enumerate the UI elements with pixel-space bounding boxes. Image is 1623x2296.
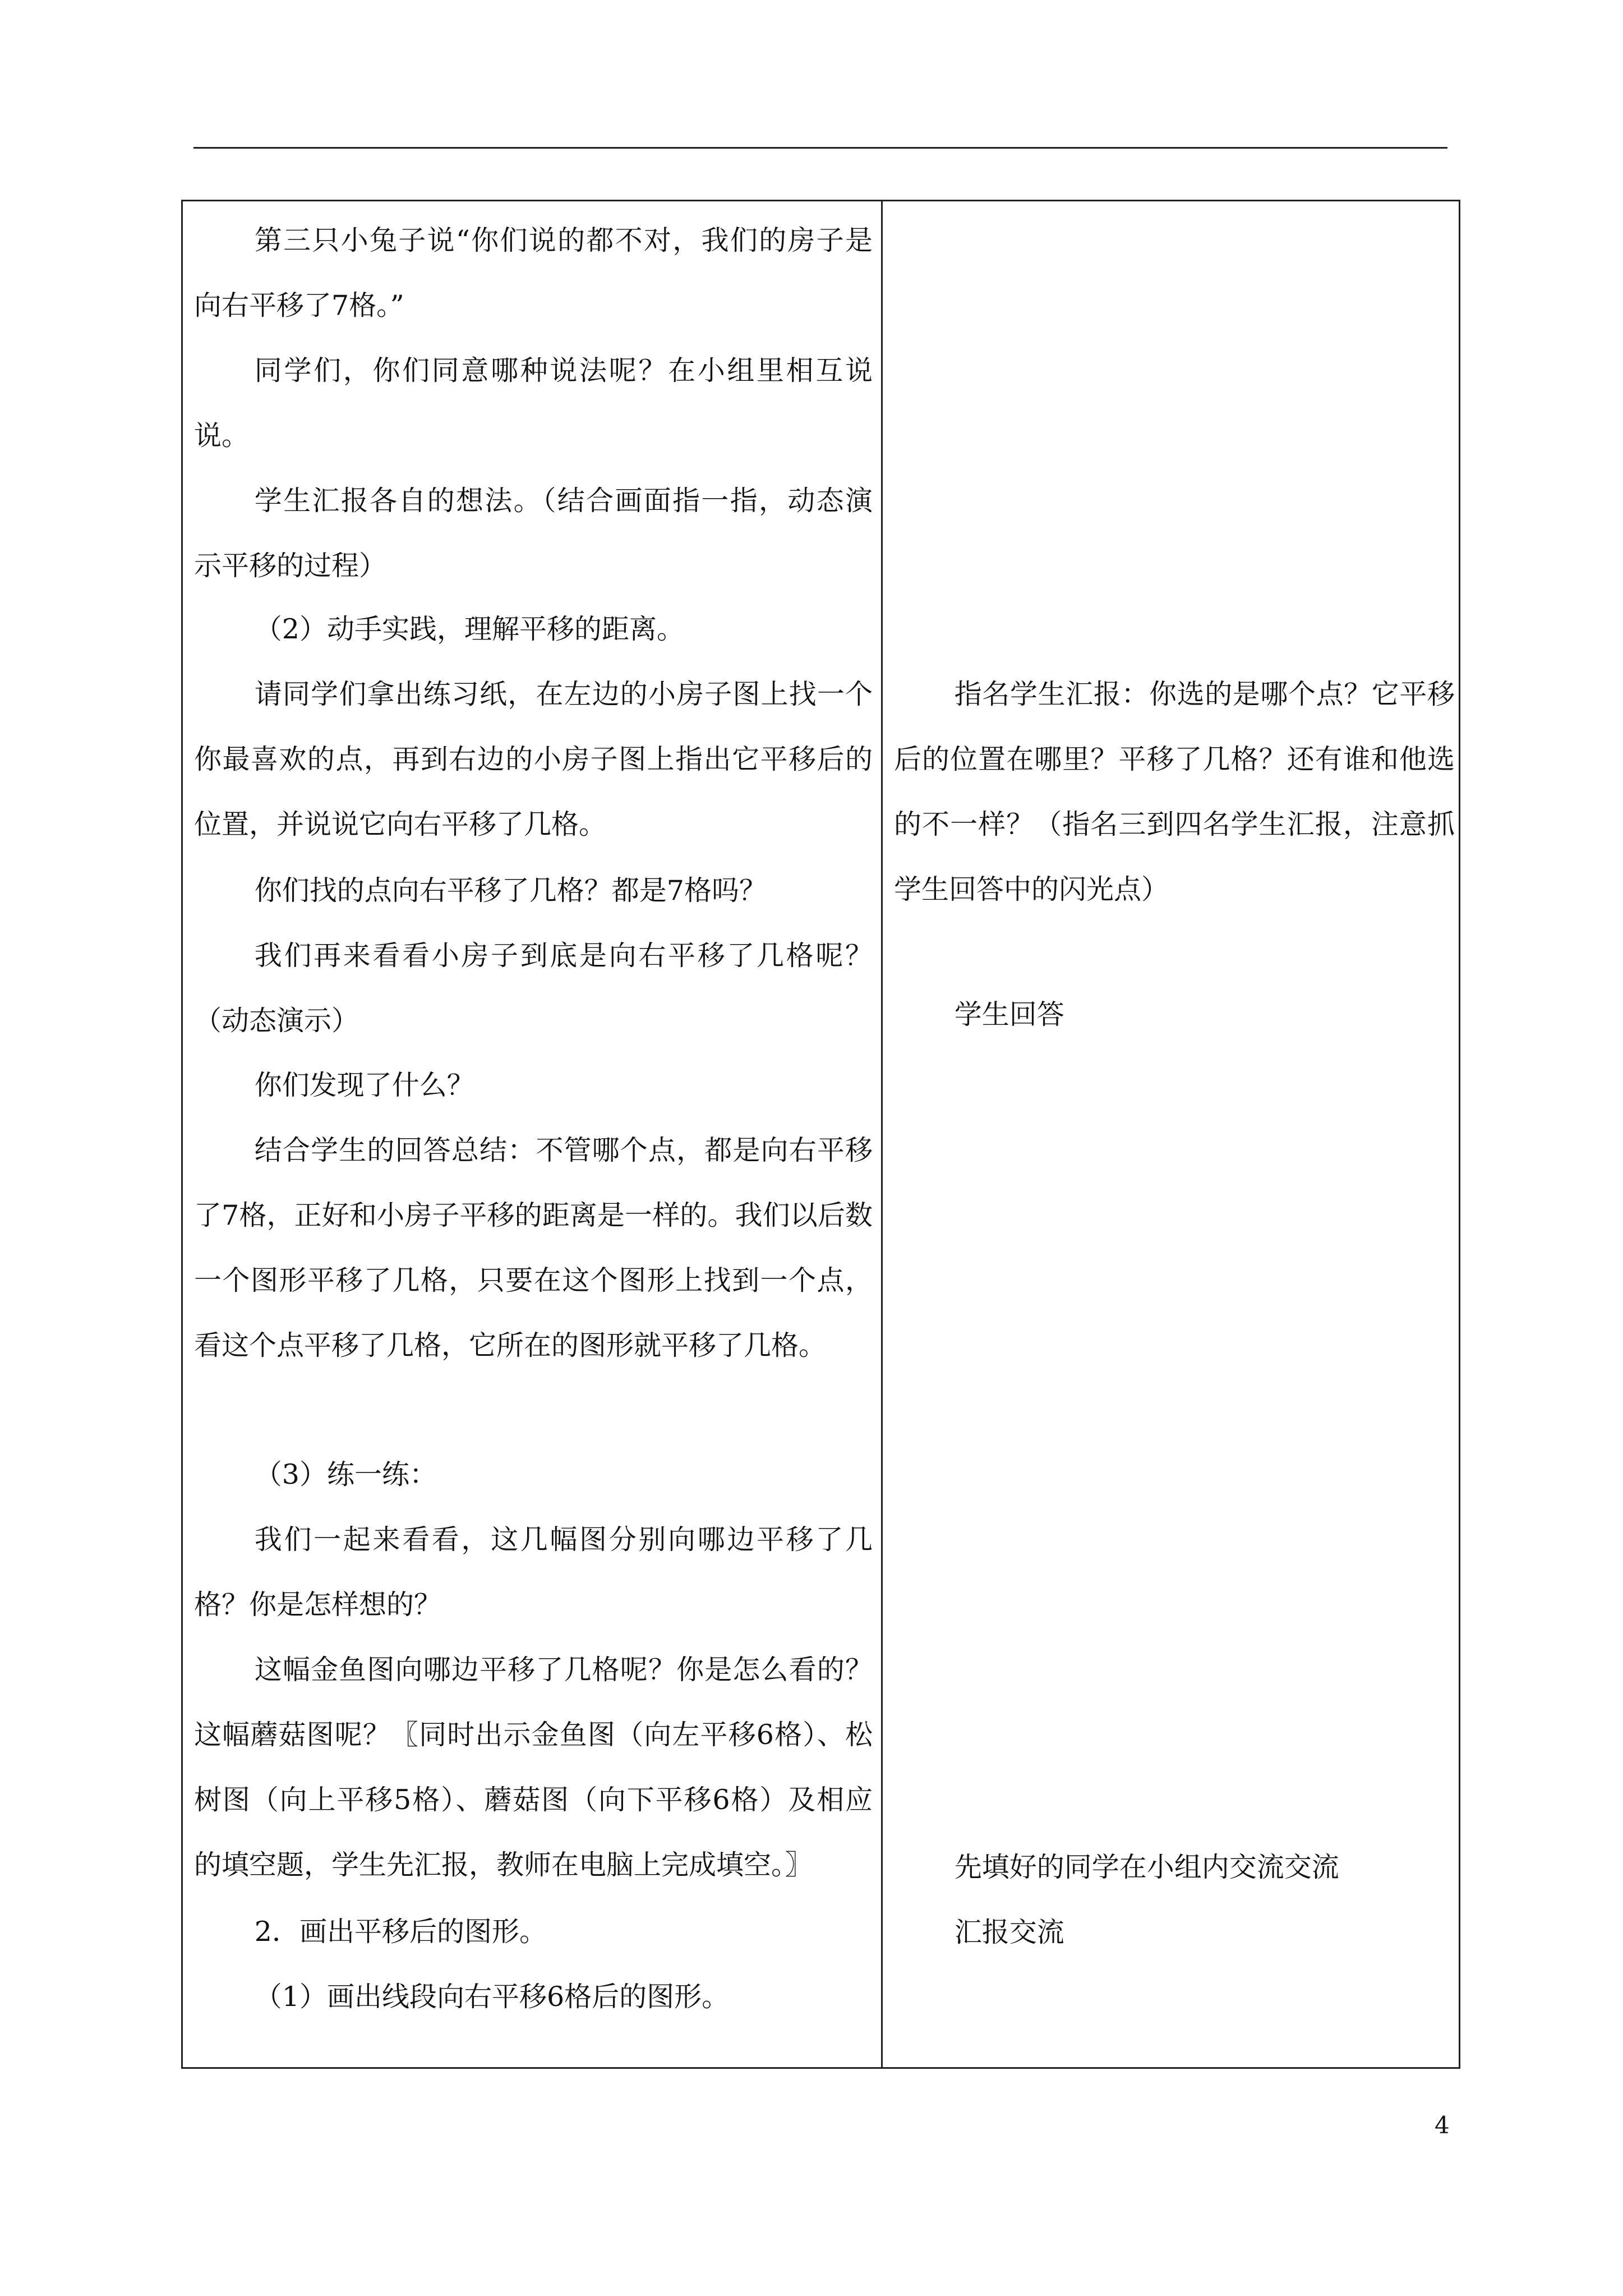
left-paragraph-12: 这幅金鱼图向哪边平移了几格呢？你是怎么看的？这幅蘑菇图呢？〖同时出示金鱼图（向左平移6格）、松树图（向上平移5格）、蘑菇图（向下平移6格）及相应的填空题，学生先汇报，教师在电脑上完成填空。〗	[194, 1654, 873, 1881]
left-paragraph-7: 我们再来看看小房子到底是向右平移了几格呢？（动态演示）	[194, 940, 873, 1037]
left-paragraph-9: 结合学生的回答总结：不管哪个点，都是向右平移了7格，正好和小房子平移的距离是一样的。我们以后数一个图形平移了几格，只要在这个图形上找到一个点，看这个点平移了几格，它所在的图形就平移了几格。	[194, 1134, 873, 1361]
teaching-process-column	[194, 201, 873, 2067]
right-paragraph-3: 先填好的同学在小组内交流交流	[954, 1851, 1339, 1883]
left-paragraph-2: 同学们，你们同意哪种说法呢？在小组里相互说说。	[194, 355, 873, 452]
page-number: 4	[1435, 2111, 1450, 2139]
left-paragraph-5: 请同学们拿出练习纸，在左边的小房子图上找一个你最喜欢的点，再到右边的小房子图上指出它平移后的位置，并说说它向右平移了几格。	[194, 678, 873, 840]
column-divider	[881, 201, 883, 2067]
left-paragraph-4: （2）动手实践，理解平移的距离。	[254, 613, 684, 645]
right-paragraph-4: 汇报交流	[954, 1916, 1064, 1948]
left-paragraph-10: （3）练一练：	[254, 1458, 437, 1490]
left-paragraph-3: 学生汇报各自的想法。（结合画面指一指，动态演示平移的过程）	[194, 485, 873, 582]
left-paragraph-13: 2．画出平移后的图形。	[254, 1916, 547, 1948]
lesson-plan-table	[181, 200, 1460, 2069]
left-paragraph-8: 你们发现了什么？	[254, 1069, 474, 1101]
left-paragraph-11: 我们一起来看看，这几幅图分别向哪边平移了几格？你是怎样想的？	[194, 1524, 873, 1621]
right-paragraph-2: 学生回答	[954, 999, 1064, 1030]
design-intent-column	[894, 201, 1455, 2067]
left-paragraph-14: （1）画出线段向右平移6格后的图形。	[254, 1981, 730, 2013]
right-paragraph-1: 指名学生汇报：你选的是哪个点？它平移后的位置在哪里？平移了几格？还有谁和他选的不一样？（指名三到四名学生汇报，注意抓学生回答中的闪光点）	[894, 678, 1455, 905]
left-paragraph-1: 第三只小兔子说“你们说的都不对，我们的房子是向右平移了7格。”	[194, 224, 873, 321]
left-paragraph-6: 你们找的点向右平移了几格？都是7格吗？	[254, 875, 767, 907]
header-rule	[193, 147, 1447, 149]
